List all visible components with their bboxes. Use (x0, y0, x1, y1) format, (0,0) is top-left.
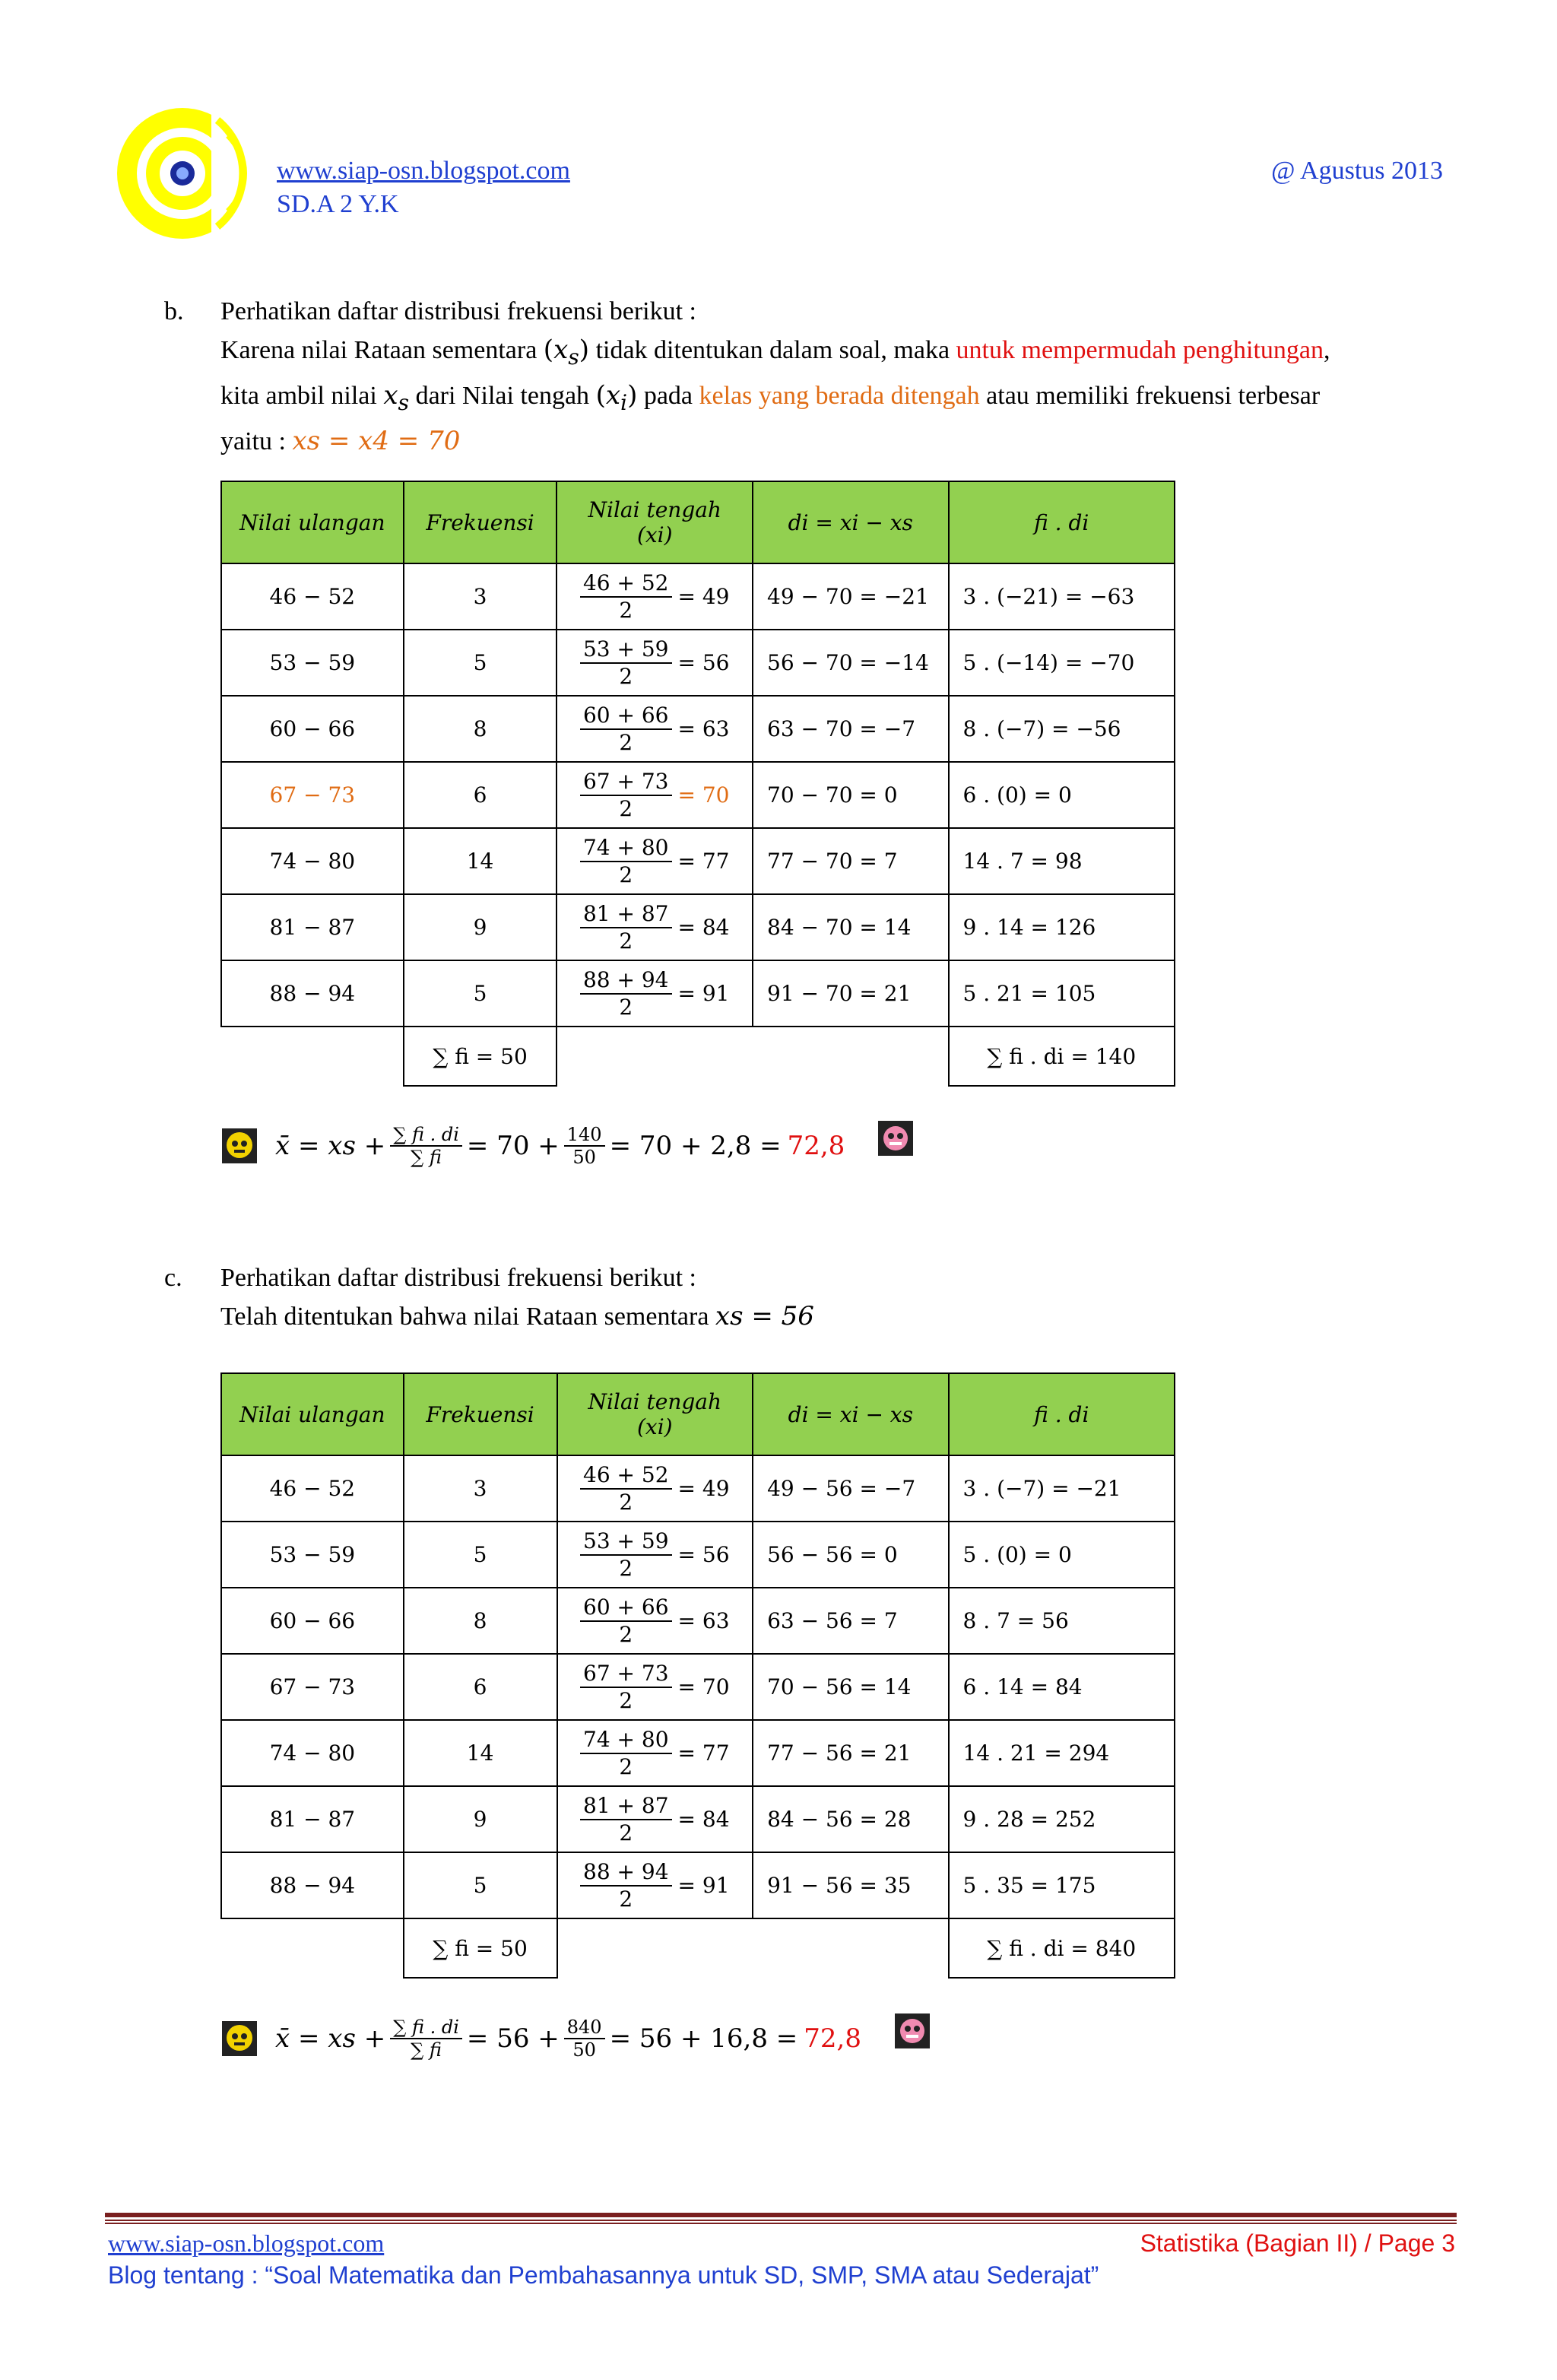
header-nilai: Nilai ulangan (221, 481, 404, 563)
cell-nilai: 67 − 73 (221, 762, 404, 828)
cell-frekuensi: 5 (404, 1522, 557, 1588)
cell-di: 70 − 70 = 0 (753, 762, 948, 828)
cell-nilai: 81 − 87 (221, 894, 404, 960)
cell-nilai-tengah: $\frac{74 + 80}{2}$ = 77 (557, 828, 753, 894)
table-row (221, 1455, 1175, 1522)
cell-di: 84 − 56 = 28 (753, 1786, 948, 1852)
cell-nilai-tengah: $\frac{53 + 59}{2}$ = 56 (557, 630, 753, 696)
empty-cell (557, 1027, 948, 1086)
header-nilai-tengah: Nilai tengah (xi) (557, 481, 753, 563)
section-b-label: b. (164, 297, 184, 325)
section-c-text (220, 1259, 1452, 1336)
table-row (221, 828, 1175, 894)
cell-fidi: 6 . (0) = 0 (949, 762, 1175, 828)
footer-blog-tagline: Blog tentang : “Soal Matematika dan Pembahasannya untuk SD, SMP, SMA atau Sederajat” (108, 2261, 1099, 2289)
table-header-row (221, 1373, 1175, 1455)
cell-nilai: 88 − 94 (221, 960, 404, 1027)
cell-nilai: 53 − 59 (221, 1522, 404, 1588)
empty-cell (221, 1027, 404, 1086)
pirate-face-icon (878, 1121, 913, 1156)
cell-nilai-tengah: $\frac{46 + 52}{2}$ = 49 (557, 563, 753, 630)
cell-di: 70 − 56 = 14 (753, 1654, 948, 1720)
cell-nilai-tengah: $\frac{81 + 87}{2}$ = 84 (557, 1786, 753, 1852)
cell-di: 49 − 70 = −21 (753, 563, 948, 630)
cell-nilai-tengah: $\frac{60 + 66}{2}$ = 63 (557, 696, 753, 762)
sum-frekuensi: ∑ fi = 50 (404, 1918, 557, 1978)
sum-fidi: ∑ fi . di = 140 (949, 1027, 1175, 1086)
table-row (221, 630, 1175, 696)
table-row (221, 894, 1175, 960)
cell-fidi: 9 . 14 = 126 (949, 894, 1175, 960)
cell-nilai: 74 − 80 (221, 828, 404, 894)
cell-nilai-tengah: $\frac{81 + 87}{2}$ = 84 (557, 894, 753, 960)
cell-frekuensi: 8 (404, 696, 557, 762)
cell-di: 77 − 56 = 21 (753, 1720, 948, 1786)
footer-site-link[interactable]: www.siap-osn.blogspot.com (108, 2229, 385, 2257)
cell-di: 56 − 70 = −14 (753, 630, 948, 696)
cell-nilai: 81 − 87 (221, 1786, 404, 1852)
section-c-line1: Perhatikan daftar distribusi frekuensi berikut : (220, 1264, 696, 1292)
xs-value: xs = x4 = 70 (292, 425, 461, 456)
cell-frekuensi: 6 (404, 1654, 557, 1720)
table-row (221, 1852, 1175, 1918)
distribution-table-b (220, 481, 1175, 1087)
table-row (221, 1720, 1175, 1786)
table-row (221, 960, 1175, 1027)
cell-frekuensi: 5 (404, 1852, 557, 1918)
header-frekuensi: Frekuensi (404, 481, 557, 563)
cell-fidi: 5 . 21 = 105 (949, 960, 1175, 1027)
formula-b: x̄ = xs + $\frac{\sum fi . di}{\sum fi}$ = 70 + $\frac{140}{50}$ = 70 + 2,8 = 72,8 (222, 1124, 913, 1168)
emphasis-orange: kelas yang berada ditengah (699, 381, 980, 410)
header-nilai: Nilai ulangan (221, 1373, 404, 1455)
cell-frekuensi: 5 (404, 630, 557, 696)
cell-frekuensi: 3 (404, 563, 557, 630)
cell-frekuensi: 9 (404, 1786, 557, 1852)
cell-nilai-tengah: $\frac{74 + 80}{2}$ = 77 (557, 1720, 753, 1786)
header-nilai-tengah: Nilai tengah (xi) (557, 1373, 753, 1455)
cell-fidi: 5 . 35 = 175 (949, 1852, 1175, 1918)
cell-nilai: 88 − 94 (221, 1852, 404, 1918)
skull-emblem-icon (222, 2021, 257, 2056)
cell-di: 49 − 56 = −7 (753, 1455, 948, 1522)
section-c-label: c. (164, 1264, 182, 1292)
cell-frekuensi: 14 (404, 1720, 557, 1786)
header-site-link[interactable]: www.siap-osn.blogspot.com (277, 157, 570, 185)
cell-di: 63 − 70 = −7 (753, 696, 948, 762)
table-row (221, 1786, 1175, 1852)
footer-page-info: Statistika (Bagian II) / Page 3 (1140, 2229, 1455, 2257)
cell-fidi: 8 . (−7) = −56 (949, 696, 1175, 762)
cell-nilai: 60 − 66 (221, 1588, 404, 1654)
table-row (221, 762, 1175, 828)
cell-nilai: 53 − 59 (221, 630, 404, 696)
distribution-table-c (220, 1372, 1175, 1979)
cell-nilai: 46 − 52 (221, 563, 404, 630)
cell-fidi: 3 . (−21) = −63 (949, 563, 1175, 630)
cell-fidi: 8 . 7 = 56 (949, 1588, 1175, 1654)
formula-c: x̄ = xs + $\frac{\sum fi . di}{\sum fi}$ = 56 + $\frac{840}{50}$ = 56 + 16,8 = 72,8 (222, 2017, 930, 2061)
cell-nilai-tengah: $\frac{53 + 59}{2}$ = 56 (557, 1522, 753, 1588)
header-date: @ Agustus 2013 (1271, 157, 1443, 185)
cell-di: 84 − 70 = 14 (753, 894, 948, 960)
cell-frekuensi: 5 (404, 960, 557, 1027)
empty-cell (221, 1918, 404, 1978)
section-b-line1: Perhatikan daftar distribusi frekuensi berikut : (220, 297, 696, 325)
site-logo (114, 105, 251, 242)
sum-fidi: ∑ fi . di = 840 (949, 1918, 1175, 1978)
section-b-line3: kita ambil nilai $x_s$ dari Nilai tengah $(x_i)$ pada kelas yang berada ditengah atau memiliki frekuensi terbesar (220, 379, 1321, 415)
cell-fidi: 5 . (0) = 0 (949, 1522, 1175, 1588)
header-di: di = xi − xs (753, 1373, 948, 1455)
header-code: SD.A 2 Y.K (277, 190, 399, 218)
sum-row (221, 1918, 1175, 1978)
cell-nilai-tengah: $\frac{46 + 52}{2}$ = 49 (557, 1455, 753, 1522)
cell-nilai-tengah: $\frac{88 + 94}{2}$ = 91 (557, 960, 753, 1027)
cell-nilai-tengah: $\frac{60 + 66}{2}$ = 63 (557, 1588, 753, 1654)
cell-fidi: 14 . 7 = 98 (949, 828, 1175, 894)
cell-nilai: 67 − 73 (221, 1654, 404, 1720)
table-row (221, 1654, 1175, 1720)
cell-frekuensi: 8 (404, 1588, 557, 1654)
result-b: 72,8 (787, 1131, 845, 1161)
result-c: 72,8 (804, 2023, 861, 2054)
table-row (221, 696, 1175, 762)
header-fidi: fi . di (949, 1373, 1175, 1455)
section-b-line2: Karena nilai Rataan sementara $(x_s)$ tidak ditentukan dalam soal, maka untuk mempermudah penghitungan, (220, 335, 1330, 370)
cell-nilai-tengah: $\frac{88 + 94}{2}$ = 91 (557, 1852, 753, 1918)
cell-frekuensi: 9 (404, 894, 557, 960)
cell-di: 56 − 56 = 0 (753, 1522, 948, 1588)
cell-di: 91 − 56 = 35 (753, 1852, 948, 1918)
cell-fidi: 5 . (−14) = −70 (949, 630, 1175, 696)
cell-frekuensi: 6 (404, 762, 557, 828)
xs-given: xs = 56 (715, 1301, 814, 1331)
cell-di: 77 − 70 = 7 (753, 828, 948, 894)
cell-di: 91 − 70 = 21 (753, 960, 948, 1027)
sum-frekuensi: ∑ fi = 50 (404, 1027, 557, 1086)
cell-fidi: 3 . (−7) = −21 (949, 1455, 1175, 1522)
cell-fidi: 9 . 28 = 252 (949, 1786, 1175, 1852)
section-b-text (220, 293, 1452, 461)
header-frekuensi: Frekuensi (404, 1373, 557, 1455)
cell-nilai: 60 − 66 (221, 696, 404, 762)
table-header-row (221, 481, 1175, 563)
pirate-face-icon (895, 2013, 930, 2048)
cell-frekuensi: 3 (404, 1455, 557, 1522)
skull-emblem-icon (222, 1128, 257, 1163)
cell-frekuensi: 14 (404, 828, 557, 894)
table-row (221, 563, 1175, 630)
section-c-line2: Telah ditentukan bahwa nilai Rataan sementara xs = 56 (220, 1301, 814, 1331)
header-fidi: fi . di (949, 481, 1175, 563)
table-row (221, 1588, 1175, 1654)
table-row (221, 1522, 1175, 1588)
empty-cell (557, 1918, 949, 1978)
sum-row (221, 1027, 1175, 1086)
cell-fidi: 6 . 14 = 84 (949, 1654, 1175, 1720)
cell-nilai: 74 − 80 (221, 1720, 404, 1786)
cell-nilai: 46 − 52 (221, 1455, 404, 1522)
section-b-line4: yaitu : xs = x4 = 70 (220, 425, 461, 456)
cell-nilai-tengah: $\frac{67 + 73}{2}$ = 70 (557, 762, 753, 828)
footer-divider (105, 2213, 1457, 2225)
cell-nilai-tengah: $\frac{67 + 73}{2}$ = 70 (557, 1654, 753, 1720)
cell-fidi: 14 . 21 = 294 (949, 1720, 1175, 1786)
cell-di: 63 − 56 = 7 (753, 1588, 948, 1654)
header-di: di = xi − xs (753, 481, 948, 563)
emphasis-red: untuk mempermudah penghitungan (956, 336, 1324, 364)
